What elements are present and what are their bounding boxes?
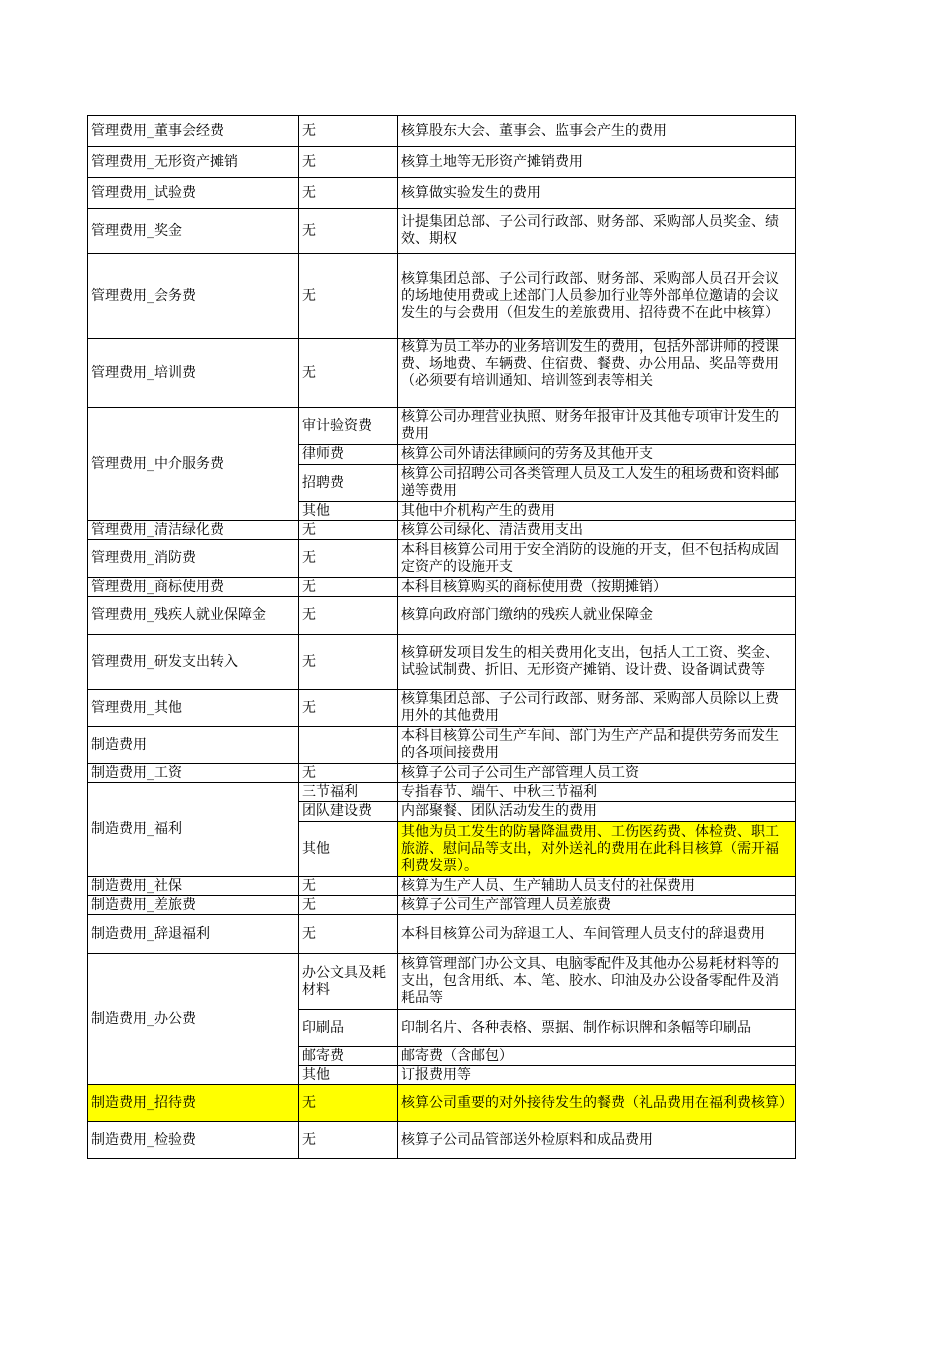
- account-name-cell: 管理费用_清洁绿化费: [88, 521, 299, 540]
- account-name-cell: 管理费用_其他: [88, 690, 299, 727]
- sub-item-cell-highlighted: 无: [299, 1085, 398, 1122]
- description-cell-highlighted: 核算公司重要的对外接待发生的餐费（礼品费用在福利费核算）: [398, 1085, 796, 1122]
- sub-item-cell: 无: [299, 915, 398, 954]
- description-text: 核算为员工举办的业务培训发生的费用，包括外部讲师的授课费、场地费、车辆费、住宿费、餐费、办公用品、奖品等费用（必须要有培训通知、培训签到表等相关: [401, 339, 779, 389]
- table-row: [88, 783, 796, 802]
- table-row: [88, 116, 796, 147]
- sub-item-cell: 无: [299, 597, 398, 635]
- account-name-cell: 制造费用_检验费: [88, 1122, 299, 1159]
- table-row: [88, 727, 796, 764]
- table-row: [88, 635, 796, 690]
- table-row: [88, 896, 796, 915]
- account-name-cell: 制造费用_福利: [88, 783, 299, 877]
- table-row: [88, 521, 796, 540]
- description-cell: 本科目核算公司生产车间、部门为生产产品和提供劳务而发生的各项间接费用: [398, 727, 796, 764]
- sub-item-cell: 无: [299, 116, 398, 147]
- account-name-cell: 制造费用: [88, 727, 299, 764]
- description-cell: 核算公司办理营业执照、财务年报审计及其他专项审计发生的费用: [398, 408, 796, 445]
- description-cell: 印制名片、各种表格、票据、制作标识牌和条幅等印刷品: [398, 1010, 796, 1047]
- account-name-cell: 制造费用_差旅费: [88, 896, 299, 915]
- table-row: [88, 408, 796, 445]
- sub-item-cell: 无: [299, 578, 398, 597]
- sub-item-cell: 招聘费: [299, 465, 398, 502]
- account-name-cell: 管理费用_会务费: [88, 254, 299, 339]
- table-row: [88, 877, 796, 896]
- sub-item-cell: 无: [299, 896, 398, 915]
- description-cell: 核算集团总部、子公司行政部、财务部、采购部人员除以上费用外的其他费用: [398, 690, 796, 727]
- table-row: [88, 339, 796, 408]
- sub-item-cell: 无: [299, 635, 398, 690]
- account-name-cell: 管理费用_奖金: [88, 209, 299, 254]
- account-name-cell: 管理费用_中介服务费: [88, 408, 299, 521]
- description-cell: 核算为生产人员、生产辅助人员支付的社保费用: [398, 877, 796, 896]
- description-cell: 核算集团总部、子公司行政部、财务部、采购部人员召开会议的场地使用费或上述部门人员参加行业等外部单位邀请的会议发生的与会费用（但发生的差旅费用、招待费不在此中核算）: [398, 254, 796, 339]
- description-cell: 内部聚餐、团队活动发生的费用: [398, 802, 796, 822]
- description-cell: 核算管理部门办公文具、电脑零配件及其他办公易耗材料等的支出，包含用纸、本、笔、胶水、印油及办公设备零配件及消耗品等: [398, 954, 796, 1010]
- sub-item-cell: 无: [299, 147, 398, 178]
- description-cell: 核算公司绿化、清洁费用支出: [398, 521, 796, 540]
- account-name-cell: 制造费用_办公费: [88, 954, 299, 1085]
- description-cell: 核算公司外请法律顾问的劳务及其他开支: [398, 445, 796, 465]
- sub-item-cell: 无: [299, 254, 398, 339]
- sub-item-cell: 无: [299, 178, 398, 209]
- sub-item-cell: 无: [299, 877, 398, 896]
- account-name-cell: 制造费用_社保: [88, 877, 299, 896]
- account-name-cell: 制造费用_工资: [88, 764, 299, 783]
- description-cell: 核算股东大会、董事会、监事会产生的费用: [398, 116, 796, 147]
- sub-item-cell: 无: [299, 521, 398, 540]
- description-cell: 核算公司招聘公司各类管理人员及工人发生的租场费和资料邮递等费用: [398, 465, 796, 502]
- sub-item-cell: 印刷品: [299, 1010, 398, 1047]
- sub-item-cell: 无: [299, 1122, 398, 1159]
- description-cell: [398, 339, 796, 408]
- account-name-cell: 管理费用_试验费: [88, 178, 299, 209]
- sub-item-cell: [299, 727, 398, 764]
- table-row: [88, 915, 796, 954]
- sub-item-cell: 无: [299, 339, 398, 408]
- description-cell: 核算土地等无形资产摊销费用: [398, 147, 796, 178]
- account-name-cell: 管理费用_商标使用费: [88, 578, 299, 597]
- sub-item-cell: 团队建设费: [299, 802, 398, 822]
- sub-item-cell: 其他: [299, 1066, 398, 1085]
- sub-item-cell: 无: [299, 690, 398, 727]
- table-row: [88, 209, 796, 254]
- sub-item-cell: 审计验资费: [299, 408, 398, 445]
- sub-item-cell: 办公文具及耗材料: [299, 954, 398, 1010]
- account-name-cell-highlighted: 制造费用_招待费: [88, 1085, 299, 1122]
- description-cell: 核算子公司生产部管理人员差旅费: [398, 896, 796, 915]
- account-name-cell: 制造费用_辞退福利: [88, 915, 299, 954]
- sub-item-cell: 三节福利: [299, 783, 398, 802]
- description-cell: 本科目核算购买的商标使用费（按期摊销）: [398, 578, 796, 597]
- description-cell-highlighted: 其他为员工发生的防暑降温费用、工伤医药费、体检费、职工旅游、慰问品等支出，对外送礼的费用在此科目核算（需开福利费发票）。: [398, 822, 796, 877]
- table-row: [88, 1122, 796, 1159]
- table-row: [88, 147, 796, 178]
- description-cell: 本科目核算公司用于安全消防的设施的开支，但不包括构成固定资产的设施开支: [398, 540, 796, 578]
- description-cell: 本科目核算公司为辞退工人、车间管理人员支付的辞退费用: [398, 915, 796, 954]
- description-cell: 其他中介机构产生的费用: [398, 502, 796, 521]
- account-name-cell: 管理费用_培训费: [88, 339, 299, 408]
- account-name-cell: 管理费用_董事会经费: [88, 116, 299, 147]
- account-name-cell: 管理费用_消防费: [88, 540, 299, 578]
- sub-item-cell: 律师费: [299, 445, 398, 465]
- account-name-cell: 管理费用_研发支出转入: [88, 635, 299, 690]
- sub-item-cell: 无: [299, 540, 398, 578]
- table-row: [88, 178, 796, 209]
- description-cell: 邮寄费（含邮包）: [398, 1047, 796, 1066]
- sub-item-cell: 邮寄费: [299, 1047, 398, 1066]
- description-cell: 订报费用等: [398, 1066, 796, 1085]
- sub-item-cell: 其他: [299, 502, 398, 521]
- table-row: [88, 597, 796, 635]
- table-row: [88, 1085, 796, 1122]
- description-cell: 核算子公司子公司生产部管理人员工资: [398, 764, 796, 783]
- table-row: [88, 578, 796, 597]
- description-cell: 核算子公司品管部送外检原料和成品费用: [398, 1122, 796, 1159]
- sub-item-cell: 其他: [299, 822, 398, 877]
- description-cell: 核算向政府部门缴纳的残疾人就业保障金: [398, 597, 796, 635]
- description-cell: 核算研发项目发生的相关费用化支出，包括人工工资、奖金、试验试制费、折旧、无形资产摊销、设计费、设备调试费等: [398, 635, 796, 690]
- sub-item-cell: 无: [299, 209, 398, 254]
- sub-item-cell: 无: [299, 764, 398, 783]
- table-row: [88, 954, 796, 1010]
- table-row: [88, 690, 796, 727]
- table-row: [88, 540, 796, 578]
- expense-account-table: [87, 115, 796, 1159]
- description-cell: 专指春节、端午、中秋三节福利: [398, 783, 796, 802]
- description-cell: 核算做实验发生的费用: [398, 178, 796, 209]
- description-cell: 计提集团总部、子公司行政部、财务部、采购部人员奖金、绩效、期权: [398, 209, 796, 254]
- account-name-cell: 管理费用_无形资产摊销: [88, 147, 299, 178]
- table-row: [88, 254, 796, 339]
- account-name-cell: 管理费用_残疾人就业保障金: [88, 597, 299, 635]
- table-row: [88, 764, 796, 783]
